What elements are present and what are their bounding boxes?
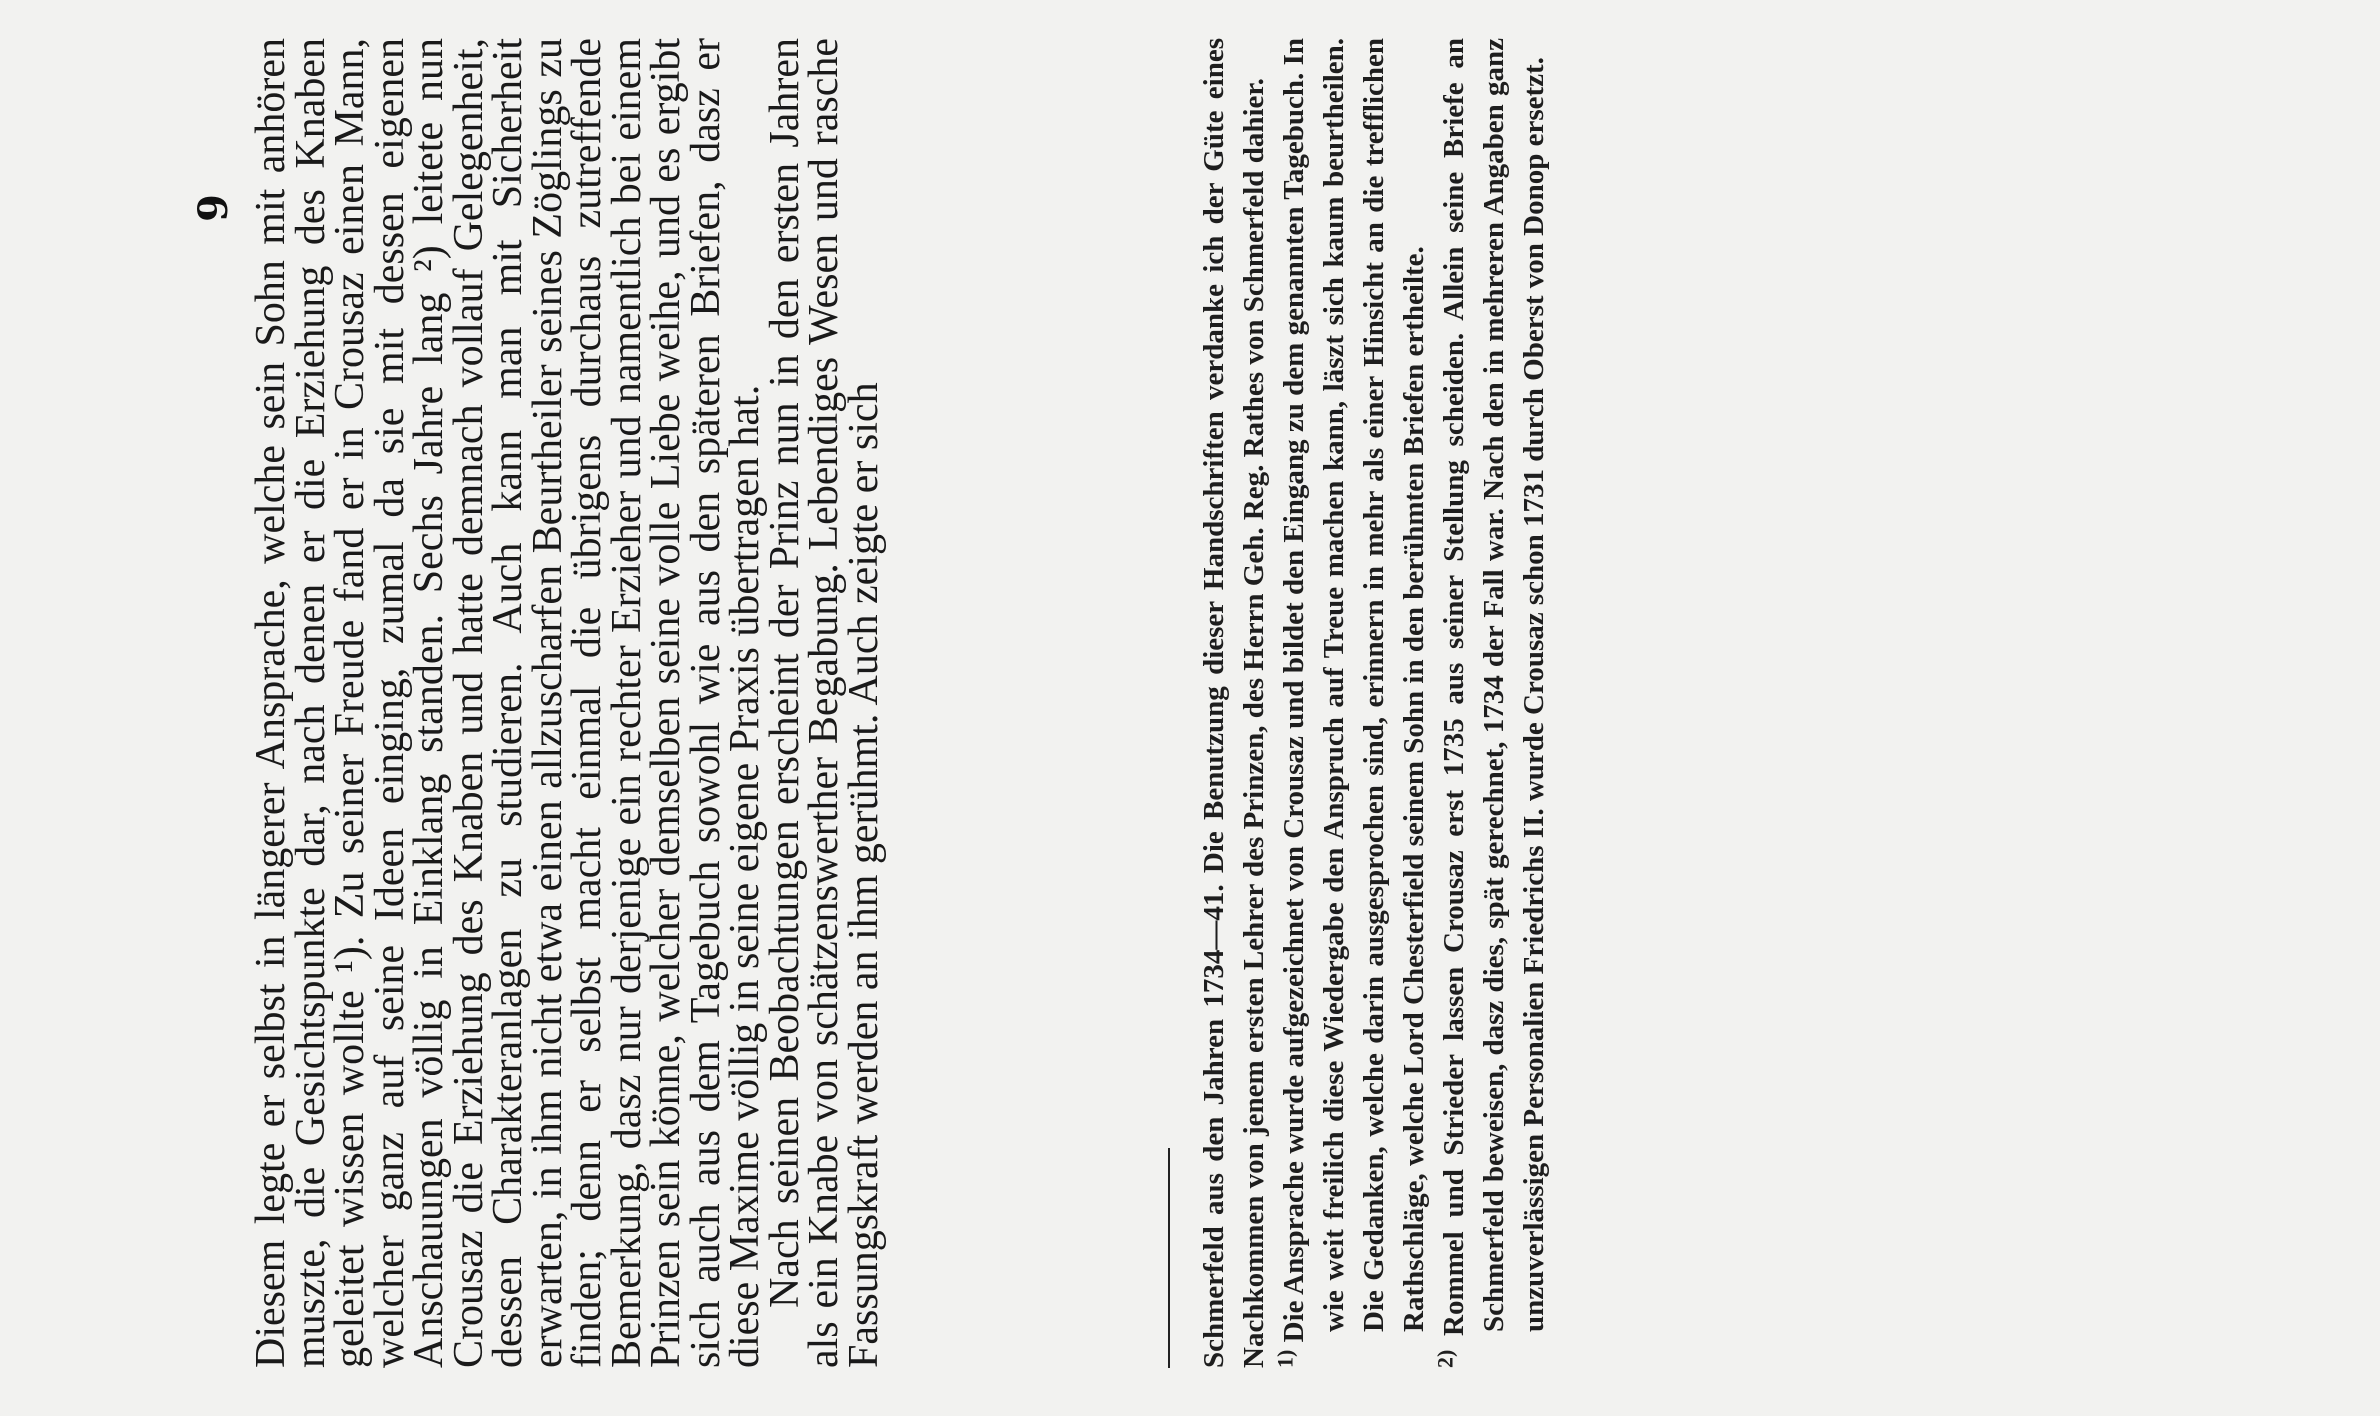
body-paragraph-1: Diesem legte er selbst in längerer Ansprache, welche sein Sohn mit anhören muszte, die Gesichtspunkte dar, nach denen er die Erziehung des Knaben geleitet wissen wollte ¹). Zu seiner Freude fand er in Crousaz einen Mann, welcher ganz auf seine Ideen einging, zumal da sie mit dessen eigenen Anschauungen völlig in Einklang standen. Sechs Jahre lang ²) leitete nun Crousaz die Erziehung des Knaben und hatte demnach vollauf Gelegenheit, dessen Charakteranlagen zu studieren. Auch kann man mit Sicherheit erwarten, in ihm nicht etwa einen allzuscharfen Beurtheiler seines Zöglings zu finden; denn er selbst macht einmal die übrigens durchaus zutreffende Bemerkung, dasz nur derjenige ein rechter Erzieher und namentlich bei einem Prinzen sein könne, welcher demselben seine volle Liebe weihe, und es ergibt sich auch aus dem Tagebuch sowohl wie aus den späteren Briefen, dasz er diese Maxime völlig in seine eigene Praxis übertragen hat. <box>248 38 768 1368</box>
page-number: 9 <box>190 194 237 222</box>
rotated-page <box>190 38 2140 1368</box>
footnote-2-text: Rommel und Strieder lassen Crousaz erst 1735 aus seiner Stellung scheiden. Allein seine Briefe an Schmerfeld beweisen, dasz dies, spät gerechnet, 1734 der Fall war. Nach den in mehreren Angaben ganz unzuverlässigen Personalien Friedrichs II. wurde Crousaz schon 1731 durch Oberst von Donop ersetzt. <box>1438 38 1550 1336</box>
footnotes <box>1194 38 1554 1368</box>
footnote-1 <box>1274 38 1434 1368</box>
footnote-2-marker: 2) <box>1432 1349 1458 1368</box>
footnote-1-marker: 1) <box>1272 1349 1298 1368</box>
body-paragraph-2: Nach seinen Beobachtungen erscheint der Prinz nun in den ersten Jahren als ein Knabe von schätzenswerther Begabung. Lebendiges Wesen und rasche Fassungskraft werden an ihm gerühmt. Auch zeigte er sich <box>761 38 887 1368</box>
footnote-1-text: Die Ansprache wurde aufgezeichnet von Crousaz und bildet den Eingang zu dem genannten Tagebuch. In wie weit freilich diese Wiedergabe den Anspruch auf Treue machen kann, läszt sich kaum beurtheilen. Die Gedanken, welche darin ausgesprochen sind, erinnern in mehr als einer Hinsicht an die trefflichen Rathschläge, welche Lord Chesterfield seinem Sohn in den berühmten Briefen ertheilte. <box>1278 37 1430 1343</box>
footnote-divider <box>1168 1148 1170 1368</box>
main-text <box>248 38 887 1368</box>
footnote-2 <box>1434 38 1554 1368</box>
footnote-continuation: Schmerfeld aus den Jahren 1734—41. Die Benutzung dieser Handschriften verdanke ich der Güte eines Nachkommen von jenem ersten Lehrer des Prinzen, des Herrn Geh. Reg. Rathes von Schmerfeld dahier. <box>1198 38 1270 1368</box>
